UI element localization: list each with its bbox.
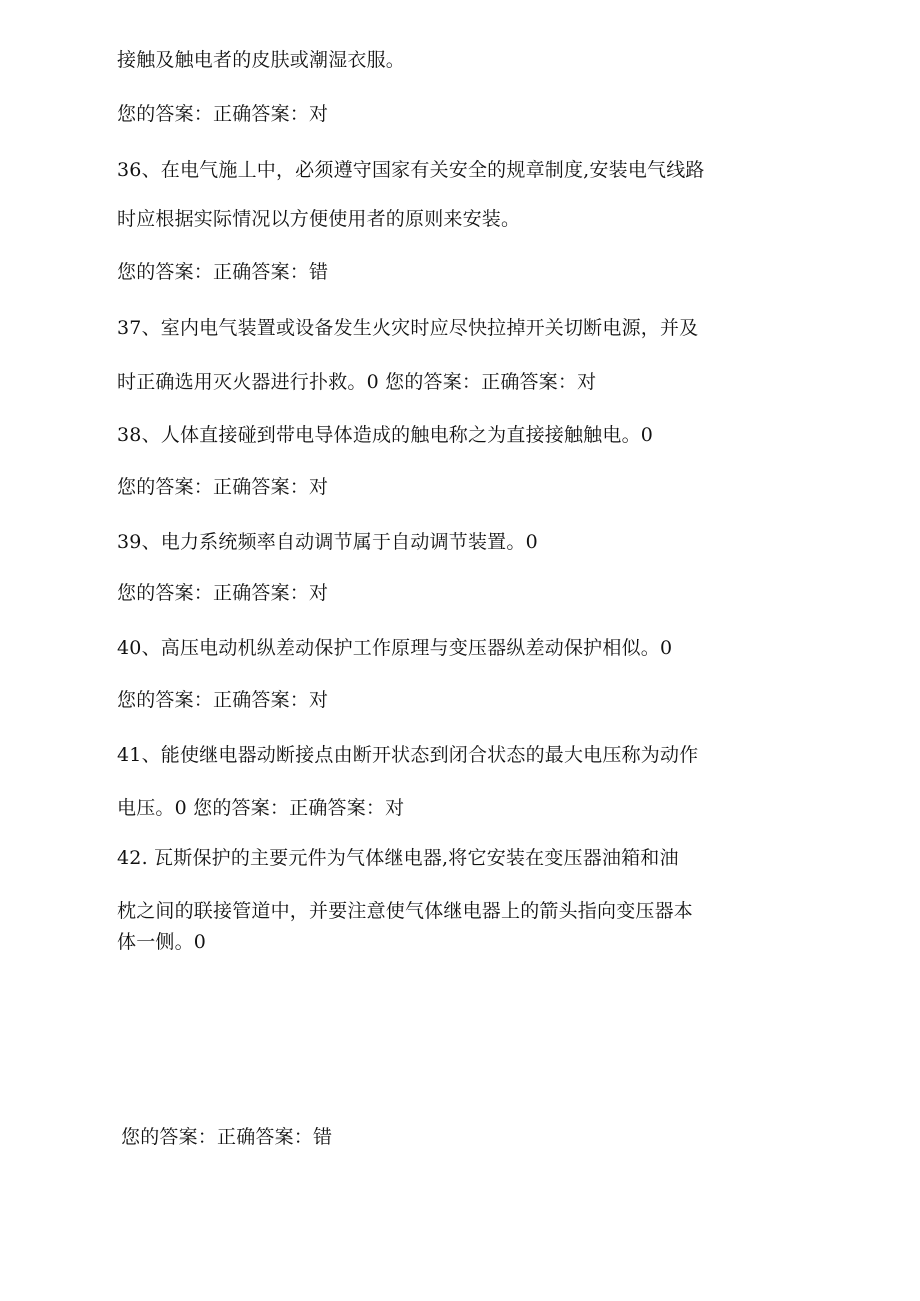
answer-line-38: 您的答案：正确答案：对 bbox=[117, 476, 329, 498]
answer-line-42: 您的答案：正确答案：错 bbox=[121, 1126, 333, 1148]
question-42-line-3: 体一侧。0 bbox=[117, 931, 207, 953]
question-37-line-2: 时正确选用灭火器进行扑救。0 您的答案：正确答案：对 bbox=[117, 371, 597, 393]
answer-line-36: 您的答案：正确答案：错 bbox=[117, 261, 329, 283]
question-36-line-1: 36、在电气施丄中，必须遵守国家有关安全的规章制度,安装电气线路 bbox=[117, 159, 705, 181]
question-39: 39、电力系统频率自动调节属于自动调节装置。0 bbox=[117, 531, 538, 553]
text-line-continuation: 接触及触电者的皮肤或潮湿衣服。 bbox=[117, 49, 406, 71]
answer-line-39: 您的答案：正确答案：对 bbox=[117, 582, 329, 604]
question-42-line-2: 枕之间的联接管道中，并要注意使气体继电器上的箭头指向变压器本 bbox=[117, 900, 694, 922]
question-42-line-1: 42. 瓦斯保护的主要元件为气体继电器,将它安装在变压器油箱和油 bbox=[117, 847, 679, 869]
answer-line-40: 您的答案：正确答案：对 bbox=[117, 689, 329, 711]
question-36-line-2: 时应根据实际情况以方便使用者的原则来安装。 bbox=[117, 208, 521, 230]
question-40: 40、高压电动机纵差动保护工作原理与变压器纵差动保护相似。0 bbox=[117, 637, 673, 659]
question-38: 38、人体直接碰到带电导体造成的触电称之为直接接触触电。0 bbox=[117, 424, 654, 446]
question-37-line-1: 37、室内电气装置或设备发生火灾时应尽快拉掉开关切断电源，并及 bbox=[117, 317, 699, 339]
answer-line-35: 您的答案：正确答案：对 bbox=[117, 103, 329, 125]
question-41-line-2: 电压。0 您的答案：正确答案：对 bbox=[117, 797, 405, 819]
question-41-line-1: 41、能使继电器动断接点由断开状态到闭合状态的最大电压称为动作 bbox=[117, 744, 699, 766]
